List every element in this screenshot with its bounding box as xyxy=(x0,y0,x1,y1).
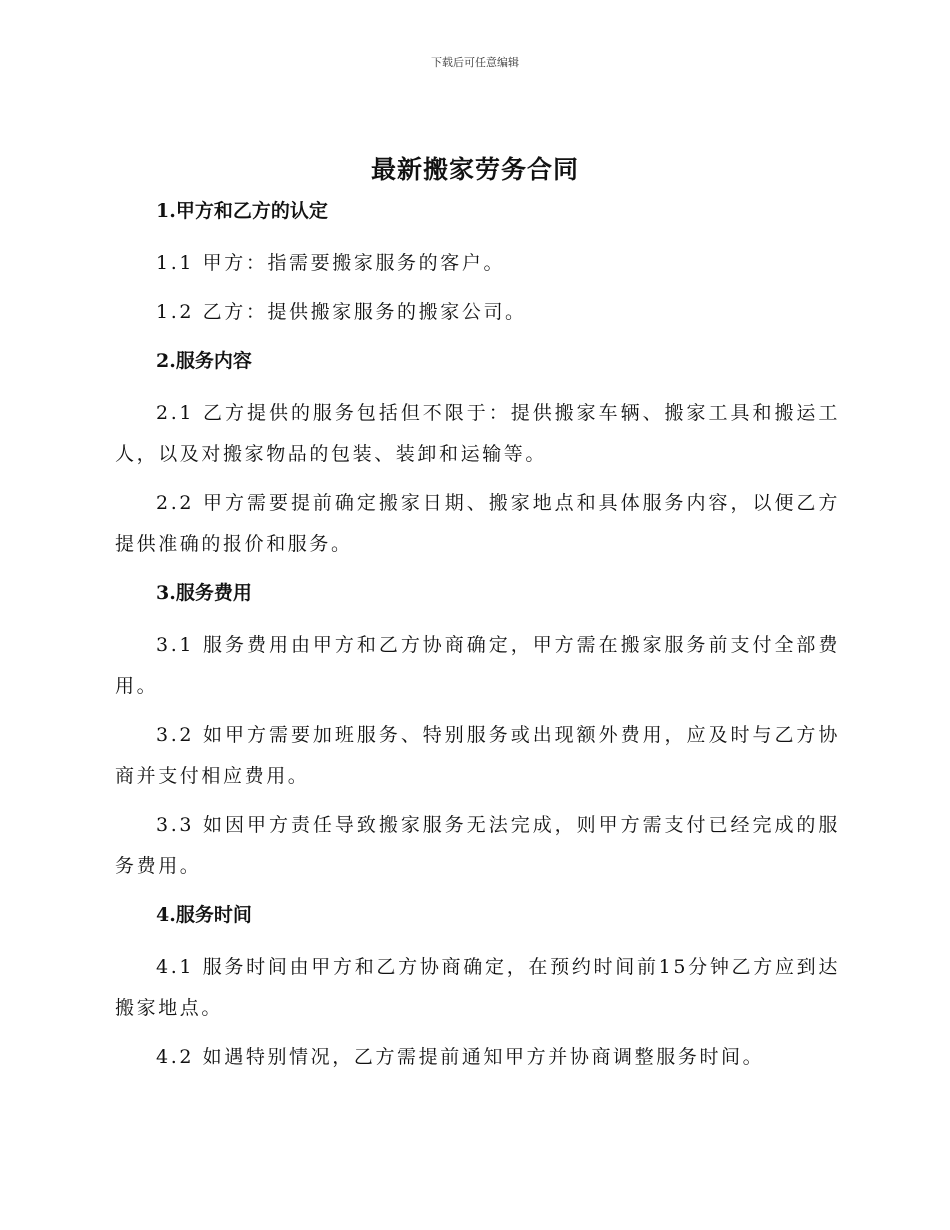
section-heading: 2.服务内容 xyxy=(156,350,252,372)
paragraph: 1.2 乙方：提供搬家服务的搬家公司。 xyxy=(156,301,527,323)
document-title: 最新搬家劳务合同 xyxy=(370,155,579,184)
header-note: 下载后可任意编辑 xyxy=(431,56,519,69)
section-heading: 3.服务费用 xyxy=(156,582,252,604)
section-heading: 1.甲方和乙方的认定 xyxy=(156,200,328,222)
section-3 xyxy=(115,578,840,887)
paragraph: 1.1 甲方：指需要搬家服务的客户。 xyxy=(156,252,506,274)
paragraph: 2.1 乙方提供的服务包括但不限于：提供搬家车辆、搬家工具和搬运工人，以及对搬家物品的包装、装卸和运输等。 xyxy=(115,402,840,465)
paragraph: 3.3 如因甲方责任导致搬家服务无法完成，则甲方需支付已经完成的服务费用。 xyxy=(115,814,840,877)
paragraph: 2.2 甲方需要提前确定搬家日期、搬家地点和具体服务内容，以便乙方提供准确的报价和服务。 xyxy=(115,492,840,555)
section-heading: 4.服务时间 xyxy=(156,904,252,926)
section-1 xyxy=(115,196,840,333)
paragraph: 4.1 服务时间由甲方和乙方协商确定，在预约时间前15分钟乙方应到达搬家地点。 xyxy=(115,956,840,1019)
paragraph: 3.2 如甲方需要加班服务、特别服务或出现额外费用，应及时与乙方协商并支付相应费用。 xyxy=(115,724,840,787)
section-2 xyxy=(115,346,840,565)
paragraph: 4.2 如遇特别情况，乙方需提前通知甲方并协商调整服务时间。 xyxy=(156,1046,765,1068)
section-4 xyxy=(115,900,840,1078)
document-body xyxy=(115,196,840,1091)
paragraph: 3.1 服务费用由甲方和乙方协商确定，甲方需在搬家服务前支付全部费用。 xyxy=(115,634,840,697)
